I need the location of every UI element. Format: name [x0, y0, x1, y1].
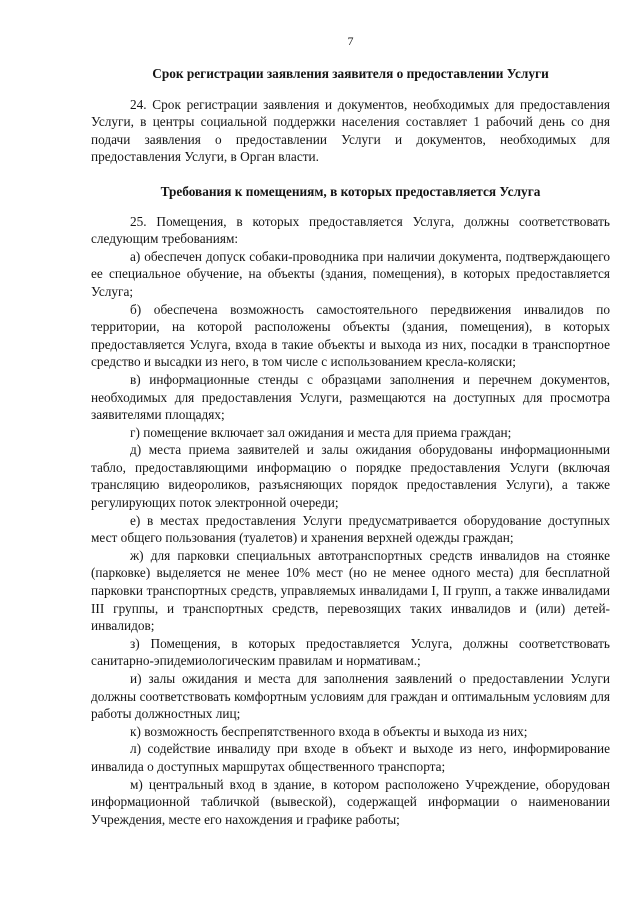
paragraph-25-zh: ж) для парковки специальных автотранспортных средств инвалидов на стоянке (парковке) выделяется не менее 10% мест (но не менее одного места) для бесплатной парковки транспортных средств, управляемых инвалидами I, II групп, а также инвалидами III группы, и транспортных средств, перевозящих таких инвалидов и (или) детей-инвалидов;: [91, 547, 610, 634]
paragraph-24: 24. Срок регистрации заявления и документов, необходимых для предоставления Услуги, в центры социальной поддержки населения составляет 1 рабочий день со дня подачи заявления о предоставлении Услуги и документов, необходимых для предоставления Услуги, в Орган власти.: [91, 96, 610, 165]
paragraph-25-d: д) места приема заявителей и залы ожидания оборудованы информационными табло, предоставляющими информацию о порядке предоставления Услуги (включая трансляцию видеороликов, разъясняющих порядок предоставления Услуги), а также регулирующих поток электронной очереди;: [91, 442, 610, 511]
paragraph-25-i: и) залы ожидания и места для заполнения заявлений о предоставлении Услуги должны соответствовать комфортным условиям для граждан и оптимальным условиям для работы должностных лиц;: [91, 671, 610, 722]
section-premises-requirements: [91, 183, 610, 828]
paragraph-25-z: з) Помещения, в которых предоставляется Услуга, должны соответствовать санитарно-эпидемиологическим правилам и нормативам.;: [91, 635, 610, 669]
paragraph-25-b: б) обеспечена возможность самостоятельного передвижения инвалидов по территории, на которой расположены объекты (здания, помещения), в которых предоставляется Услуга, входа в такие объекты и выхода из них, посадки в транспортное средство и высадки из него, в том числе с использованием кресла-коляски;: [91, 301, 610, 370]
paragraph-25-e: е) в местах предоставления Услуги предусматривается оборудование доступных мест общего пользования (туалетов) и хранения верхней одежды граждан;: [91, 512, 610, 546]
section-heading: Требования к помещениям, в которых предоставляется Услуга: [160, 183, 541, 199]
section-heading: Срок регистрации заявления заявителя о предоставлении Услуги: [152, 66, 549, 81]
paragraph-25-a: а) обеспечен допуск собаки-проводника при наличии документа, подтверждающего ее специальное обучение, на объекты (здания, помещения), в которых предоставляется Услуга;: [91, 248, 610, 299]
paragraph-25: 25. Помещения, в которых предоставляется Услуга, должны соответствовать следующим требованиям:: [91, 213, 610, 247]
paragraph-25-m: м) центральный вход в здание, в котором расположено Учреждение, оборудован информационной табличкой (вывеской), содержащей информации о наименовании Учреждения, месте его нахождения и графике работы;: [91, 776, 610, 827]
paragraph-25-v: в) информационные стенды с образцами заполнения и перечнем документов, необходимых для предоставления Услуги, размещаются на доступных для просмотра заявителями площадях;: [91, 371, 610, 423]
paragraph-25-l: л) содействие инвалиду при входе в объект и выходе из него, информирование инвалида о доступных маршрутах общественного транспорта;: [91, 741, 610, 774]
paragraph-25-g: г) помещение включает зал ожидания и места для приема граждан;: [130, 424, 512, 440]
paragraph-25-k: к) возможность беспрепятственного входа в объекты и выхода из них;: [130, 723, 528, 739]
section-registration-deadline: [91, 65, 610, 166]
page-number: 7: [347, 34, 354, 48]
